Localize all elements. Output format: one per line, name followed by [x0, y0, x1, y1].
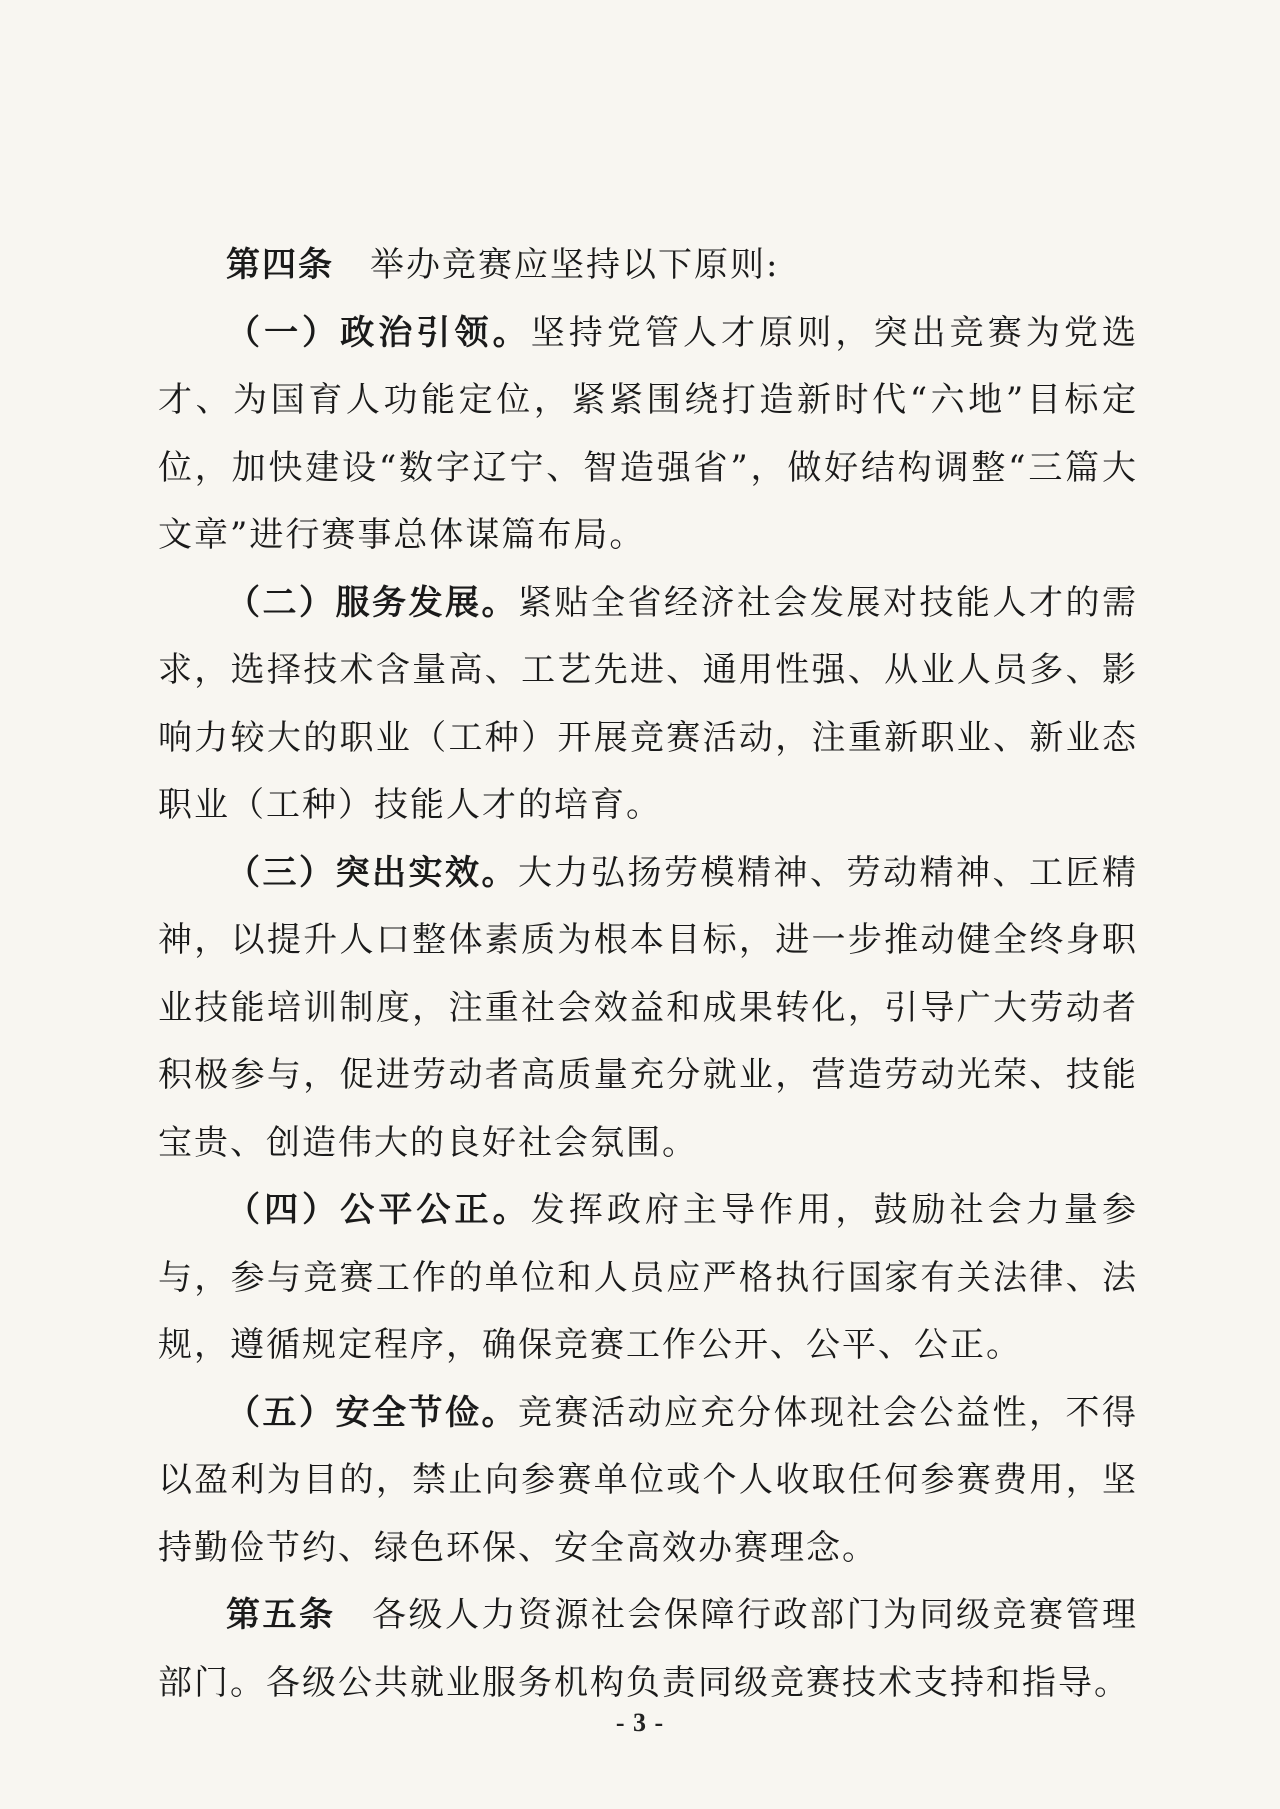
principle-2-text: 紧贴全省经济社会发展对技能人才的需求，选择技术含量高、工艺先进、通用性强、从业人员多、影响力较大的职业（工种）开展竞赛活动，注重新职业、新业态职业（工种）技能人才的培育。 [158, 582, 1138, 825]
principle-5-heading: （五）安全节俭。 [226, 1392, 518, 1433]
principle-3-text: 大力弘扬劳模精神、劳动精神、工匠精神，以提升人口整体素质为根本目标，进一步推动健全终身职业技能培训制度，注重社会效益和成果转化，引导广大劳动者积极参与，促进劳动者高质量充分就业，营造劳动光荣、技能宝贵、创造伟大的良好社会氛围。 [158, 852, 1138, 1163]
principle-4-text: 发挥政府主导作用，鼓励社会力量参与，参与竞赛工作的单位和人员应严格执行国家有关法律、法规，遵循规定程序，确保竞赛工作公开、公平、公正。 [158, 1190, 1139, 1365]
article-5-heading: 第五条 [226, 1595, 336, 1635]
principle-2-paragraph [158, 570, 1138, 840]
article-4-paragraph [158, 232, 1138, 300]
principle-1-text: 坚持党管人才原则，突出竞赛为党选才、为国育人功能定位，紧紧围绕打造新时代“六地”目标定位，加快建设“数字辽宁、智造强省”，做好结构调整“三篇大文章”进行赛事总体谋篇布局。 [158, 312, 1139, 555]
principle-4-heading: （四）公平公正。 [226, 1190, 531, 1230]
principle-4-paragraph [158, 1177, 1138, 1380]
principle-1-heading: （一）政治引领。 [226, 312, 531, 353]
article-5-text: 各级人力资源社会保障行政部门为同级竞赛管理部门。各级公共就业服务机构负责同级竞赛技术支持和指导。 [158, 1595, 1138, 1703]
principle-3-heading: （三）突出实效。 [226, 852, 518, 893]
principle-5-text: 竞赛活动应充分体现社会公益性，不得以盈利为目的，禁止向参赛单位或个人收取任何参赛费用，坚持勤俭节约、绿色环保、安全高效办赛理念。 [158, 1392, 1138, 1568]
article-4-heading: 第四条 [226, 245, 334, 285]
principle-3-paragraph [158, 840, 1138, 1178]
principle-2-heading: （二）服务发展。 [226, 582, 518, 623]
principle-1-paragraph [158, 300, 1138, 570]
article-5-paragraph [158, 1582, 1138, 1717]
article-4-text: 举办竞赛应坚持以下原则: [370, 245, 780, 285]
document-body [158, 232, 1138, 1717]
principle-5-paragraph [158, 1380, 1138, 1583]
page-number: - 3 - [615, 1708, 665, 1737]
